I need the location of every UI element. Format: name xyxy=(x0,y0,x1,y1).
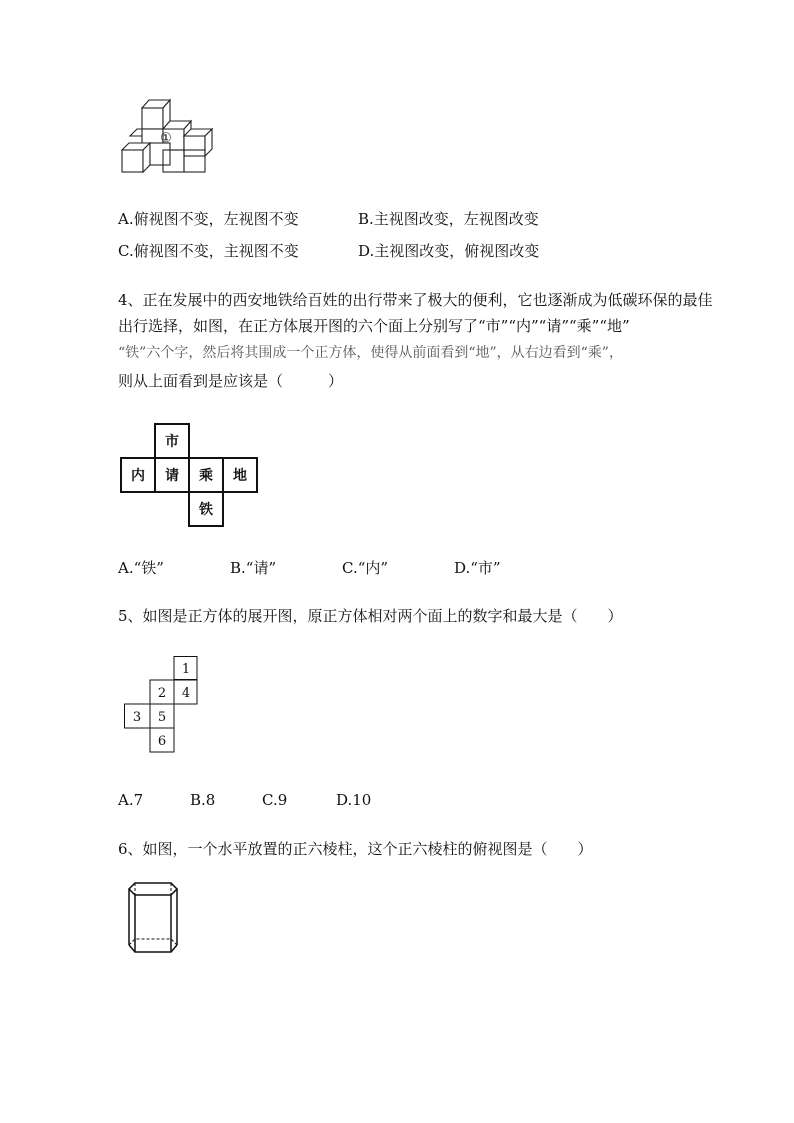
q5-option-b[interactable]: B.8 xyxy=(190,791,216,809)
option-b[interactable]: B.主视图改变，左视图改变 xyxy=(358,210,539,228)
net-face-2: 请 xyxy=(165,468,179,484)
option-a[interactable]: A.俯视图不变，左视图不变 xyxy=(118,210,299,228)
net-face-bottom: 铁 xyxy=(199,502,213,518)
cube-label: ① xyxy=(160,131,172,146)
q5-option-a[interactable]: A.7 xyxy=(118,791,144,809)
q4-line-4: 则从上面看到是应该是（ ） xyxy=(118,372,344,390)
net5-face-1: 1 xyxy=(181,662,191,677)
hexagonal-prism-figure xyxy=(125,879,181,957)
net-face-top: 市 xyxy=(165,434,179,450)
q5-text: 5、如图是正方体的展开图，原正方体相对两个面上的数字和最大是（ ） xyxy=(118,607,623,625)
q4-line-1: 4、正在发展中的西安地铁给百姓的出行带来了极大的便利，它也逐渐成为低碳环保的最佳 xyxy=(118,291,713,309)
q4-option-b[interactable]: B.“请” xyxy=(230,559,277,577)
net5-face-6: 6 xyxy=(157,734,167,749)
q5-option-d[interactable]: D.10 xyxy=(336,791,372,809)
q5-option-c[interactable]: C.9 xyxy=(262,791,288,809)
net-face-1: 内 xyxy=(131,468,145,484)
cube-net-q4 xyxy=(120,423,258,527)
q6-text: 6、如图，一个水平放置的正六棱柱，这个正六棱柱的俯视图是（ ） xyxy=(118,840,593,858)
net-face-3: 乘 xyxy=(199,468,213,484)
q4-line-2: 出行选择，如图，在正方体展开图的六个面上分别写了“市”“内”“请”“乘”“地” xyxy=(118,317,630,335)
net-face-4: 地 xyxy=(233,468,247,484)
q4-option-d[interactable]: D.“市” xyxy=(454,559,501,577)
cube-net-q5 xyxy=(124,656,198,754)
option-d[interactable]: D.主视图改变，俯视图改变 xyxy=(358,242,540,260)
net5-face-5: 5 xyxy=(157,710,167,725)
cube-stack-figure xyxy=(118,96,218,178)
option-c[interactable]: C.俯视图不变，主视图不变 xyxy=(118,242,299,260)
net5-face-2: 2 xyxy=(157,686,167,701)
net5-face-3: 3 xyxy=(132,710,142,725)
q4-option-c[interactable]: C.“内” xyxy=(342,559,389,577)
q4-option-a[interactable]: A.“铁” xyxy=(118,559,164,577)
q4-line-3: “铁”六个字，然后将其围成一个正方体，使得从前面看到“地”，从右边看到“乘”， xyxy=(118,345,623,361)
net5-face-4: 4 xyxy=(181,686,191,701)
